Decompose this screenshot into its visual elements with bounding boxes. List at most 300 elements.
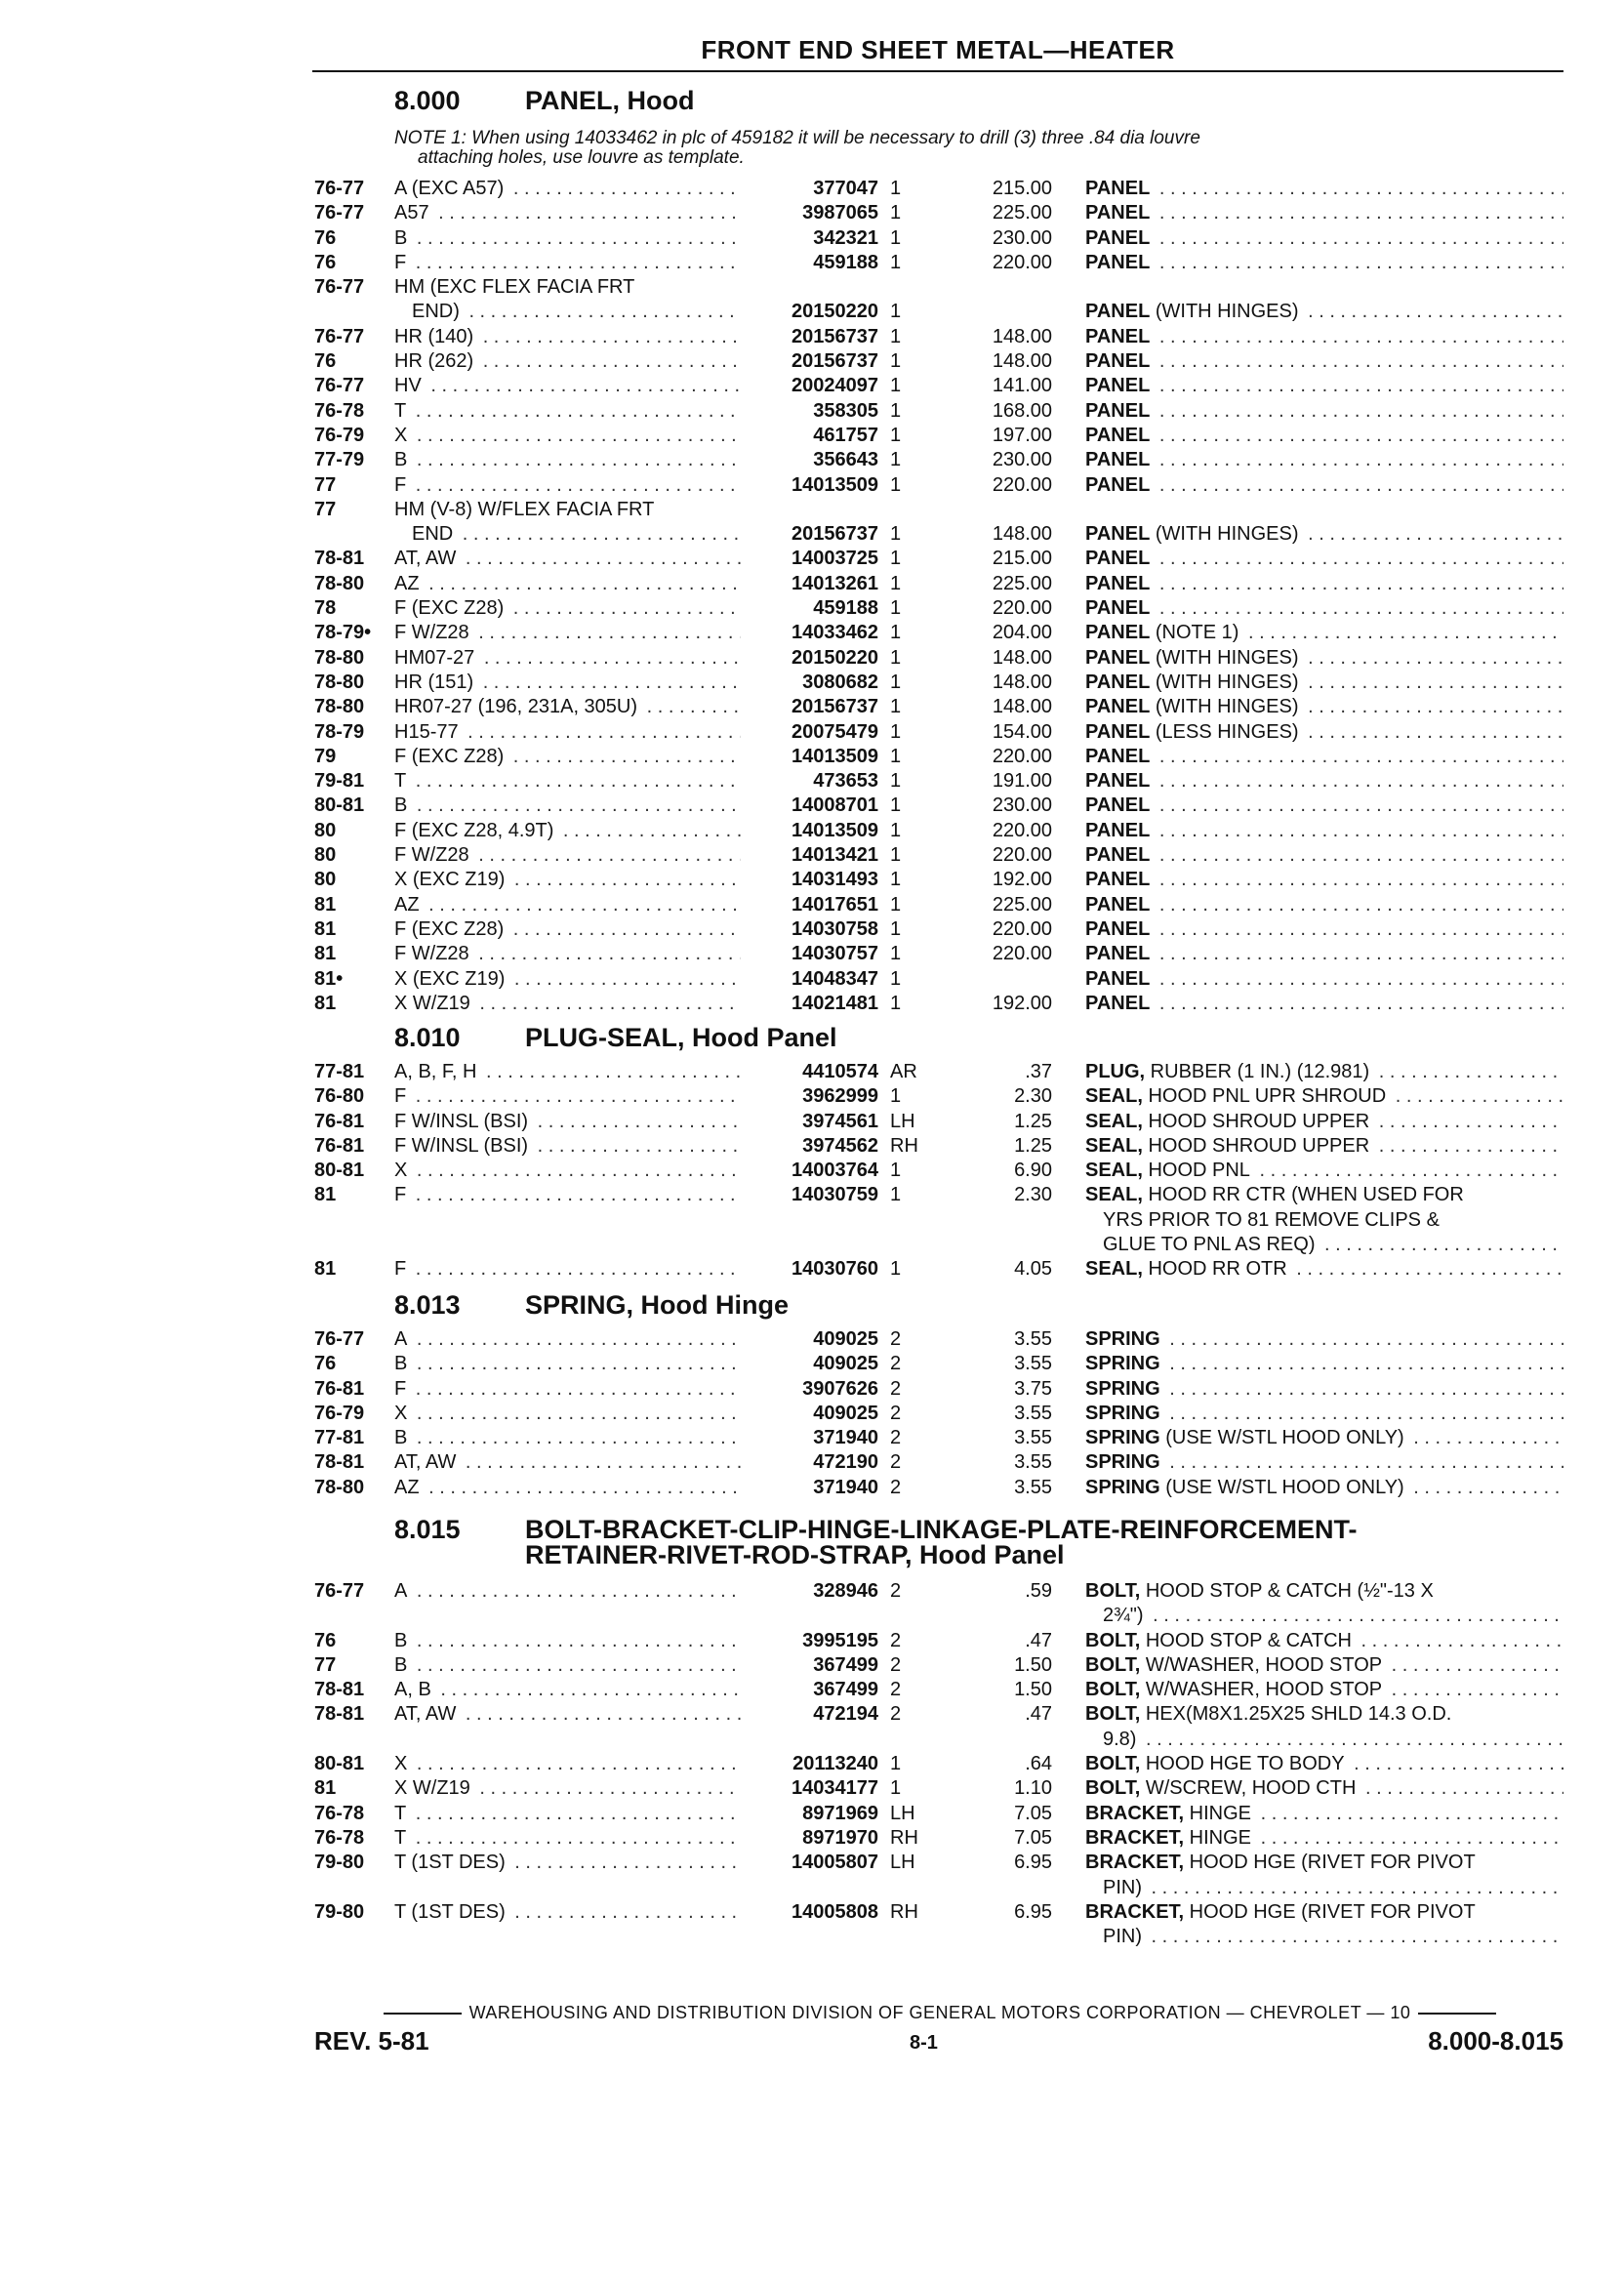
description-keyword: SEAL, [1085, 1110, 1143, 1132]
list-price: 6.90 [1014, 1160, 1052, 1182]
description-text [1085, 746, 1154, 767]
model-text: X (EXC Z19) [394, 968, 508, 990]
list-price: 4.05 [1014, 1258, 1052, 1281]
quantity: 2 [890, 1580, 902, 1602]
model-text: F W/INSL (BSI) [394, 1135, 532, 1157]
description-text: PANEL (WITH HINGES) [1085, 696, 1303, 717]
quantity: 1 [890, 226, 902, 249]
part-number: 459188 [813, 597, 878, 620]
section-title: PANEL, Hood [525, 86, 695, 115]
description-cell [1085, 1476, 1563, 1500]
table-row [0, 1851, 1624, 1900]
description-keyword: PANEL [1085, 992, 1151, 1014]
part-number: 371940 [813, 1476, 878, 1498]
model-year: 80-81 [314, 1753, 365, 1775]
list-price: 220.00 [992, 844, 1052, 867]
description-cell [1085, 349, 1563, 374]
list-price: 148.00 [992, 671, 1052, 693]
description-line [1085, 1826, 1563, 1851]
model-year: 78-80 [314, 572, 365, 594]
description-line [1085, 325, 1563, 349]
quantity: 1 [890, 1184, 902, 1206]
quantity: 1 [890, 301, 902, 323]
model-year: 76-78 [314, 399, 365, 422]
table-row [0, 1352, 1624, 1376]
model-year: 76-77 [314, 202, 365, 224]
list-price: 154.00 [992, 720, 1052, 743]
description-line [1085, 1208, 1563, 1233]
description-cell [1085, 942, 1563, 966]
description-keyword: PANEL [1085, 770, 1151, 793]
model-text: F W/INSL (BSI) [394, 1111, 532, 1132]
description-keyword: SEAL, [1085, 1184, 1143, 1206]
table-row [0, 1629, 1624, 1653]
description-keyword: PANEL [1085, 548, 1151, 570]
model-year: 77 [314, 498, 337, 520]
description-text: BOLT, W/WASHER, HOOD STOP [1085, 1654, 1386, 1676]
model-text: A [394, 1580, 411, 1602]
description-cell [1085, 300, 1563, 324]
table-row [0, 1327, 1624, 1352]
list-price: 197.00 [992, 424, 1052, 446]
description-text [1085, 918, 1154, 940]
description-cell [1085, 1352, 1563, 1376]
description-line [1085, 720, 1563, 745]
table-row [0, 201, 1624, 225]
model-year: 81 [314, 893, 337, 916]
part-number: 20113240 [792, 1753, 878, 1775]
model-year: 76-77 [314, 178, 365, 199]
list-price: 7.05 [1014, 1826, 1052, 1849]
quantity: 1 [890, 178, 902, 199]
list-price: 141.00 [992, 375, 1052, 397]
description-cell [1085, 177, 1563, 201]
description-line [1085, 201, 1563, 225]
description-cell [1085, 596, 1563, 621]
table-row [0, 498, 1624, 548]
description-keyword: BOLT, [1085, 1777, 1141, 1800]
quantity: 1 [890, 1777, 902, 1800]
description-text [1085, 869, 1154, 890]
description-text [1085, 252, 1154, 273]
table-row [0, 794, 1624, 818]
table-row [0, 1752, 1624, 1776]
part-number: 20075479 [792, 720, 878, 743]
page-number: 8-1 [910, 2032, 938, 2054]
description-line [1085, 1579, 1563, 1604]
table-row [0, 275, 1624, 325]
quantity: 1 [890, 251, 902, 273]
model-text: F [394, 1184, 410, 1205]
description-keyword: PANEL [1085, 523, 1151, 546]
model-text: AZ [394, 573, 424, 594]
model-year: 81 [314, 1777, 337, 1800]
description-cell [1085, 720, 1563, 745]
list-price: 3.55 [1014, 1402, 1052, 1424]
description-line [1085, 1776, 1563, 1801]
description-line [1085, 1327, 1563, 1352]
part-number: 14005807 [792, 1852, 878, 1874]
model-text: X [394, 1160, 411, 1181]
model-text: AT, AW [394, 1451, 460, 1473]
quantity: 1 [890, 597, 902, 620]
part-number: 367499 [813, 1679, 878, 1701]
table-row [0, 695, 1624, 719]
description-keyword: SPRING [1085, 1353, 1160, 1375]
description-cell [1085, 1257, 1563, 1282]
description-text [1085, 425, 1154, 446]
description-line [1085, 646, 1563, 671]
description-keyword: BRACKET, [1085, 1802, 1185, 1824]
description-text [1085, 573, 1154, 594]
description-cell [1085, 374, 1563, 398]
part-number: 4410574 [802, 1061, 878, 1082]
part-number: 367499 [813, 1653, 878, 1676]
description-cell [1085, 1134, 1563, 1159]
list-price: .47 [1025, 1629, 1052, 1651]
description-text [1085, 1353, 1164, 1374]
description-line [1085, 992, 1563, 1016]
description-text: PLUG, RUBBER (1 IN.) (12.981) [1085, 1061, 1373, 1082]
model-text: X [394, 425, 411, 446]
description-line [1085, 374, 1563, 398]
quantity: 1 [890, 473, 902, 496]
description-cell [1085, 1110, 1563, 1134]
description-cell [1085, 819, 1563, 843]
list-price: 168.00 [992, 399, 1052, 422]
description-text [1085, 350, 1154, 372]
description-cell [1085, 448, 1563, 472]
quantity: 1 [890, 375, 902, 397]
description-keyword: PANEL [1085, 251, 1151, 273]
description-line [1085, 251, 1563, 275]
description-text: GLUE TO PNL AS REQ) [1085, 1234, 1319, 1255]
description-text: BRACKET, HINGE [1085, 1803, 1255, 1824]
description-cell [1085, 868, 1563, 892]
description-keyword: PANEL [1085, 473, 1151, 496]
list-price: 220.00 [992, 917, 1052, 940]
list-price: .59 [1025, 1580, 1052, 1602]
description-keyword: PANEL [1085, 844, 1151, 867]
description-line [1085, 1728, 1563, 1752]
description-cell [1085, 967, 1563, 992]
list-price: 3.55 [1014, 1353, 1052, 1375]
table-row [0, 671, 1624, 695]
quantity: 2 [890, 1653, 902, 1676]
model-year: 76-77 [314, 276, 365, 299]
model-year: 76-77 [314, 325, 365, 347]
description-text: SEAL, HOOD RR CTR (WHEN USED FOR [1085, 1184, 1468, 1205]
description-keyword: SPRING [1085, 1427, 1160, 1449]
table-row [0, 1450, 1624, 1475]
description-line [1085, 1876, 1563, 1900]
table-row [0, 1402, 1624, 1426]
list-price: 3.55 [1014, 1427, 1052, 1449]
model-text: F W/Z28 [394, 844, 473, 866]
model-text: T (1ST DES) [394, 1852, 509, 1873]
model-text: HM (V-8) W/FLEX FACIA FRT [394, 499, 658, 520]
description-text: PANEL (WITH HINGES) [1085, 523, 1303, 545]
quantity: 2 [890, 1451, 902, 1474]
description-cell [1085, 1450, 1563, 1475]
description-keyword: BOLT, [1085, 1653, 1141, 1676]
list-price: 220.00 [992, 473, 1052, 496]
model-text: END) [394, 301, 464, 322]
part-number: 14030758 [792, 917, 878, 940]
quantity: 1 [890, 646, 902, 669]
description-cell [1085, 1752, 1563, 1776]
part-number: 472190 [813, 1451, 878, 1474]
model-year: 76-81 [314, 1377, 365, 1400]
note-line: attaching holes, use louvre as template. [418, 147, 745, 168]
model-year: 78 [314, 597, 337, 620]
description-text: SEAL, HOOD SHROUD UPPER [1085, 1111, 1373, 1132]
model-year: 80-81 [314, 794, 365, 817]
quantity: 1 [890, 1258, 902, 1281]
description-cell [1085, 1851, 1563, 1900]
description-text: PIN) [1085, 1877, 1146, 1898]
description-text [1085, 227, 1154, 249]
table-row [0, 1900, 1624, 1950]
model-text: T (1ST DES) [394, 1901, 509, 1923]
description-cell [1085, 473, 1563, 498]
model-text: F [394, 474, 410, 496]
part-number: 20156737 [792, 350, 878, 373]
model-year: 80 [314, 844, 337, 867]
model-line [394, 498, 741, 522]
quantity: 1 [890, 992, 902, 1014]
model-text: AT, AW [394, 548, 460, 569]
model-line [394, 275, 741, 300]
description-line [1085, 473, 1563, 498]
description-keyword: BRACKET, [1085, 1852, 1185, 1874]
part-number: 14030760 [792, 1258, 878, 1281]
part-number: 14013509 [792, 745, 878, 767]
description-text: PANEL (WITH HINGES) [1085, 647, 1303, 669]
model-text: F W/Z28 [394, 622, 473, 643]
part-number: 3080682 [802, 671, 878, 693]
model-year: 76-81 [314, 1110, 365, 1132]
description-line [1085, 1060, 1563, 1084]
description-line [1085, 1851, 1563, 1875]
model-text: A57 [394, 202, 433, 224]
description-keyword: PANEL [1085, 325, 1151, 347]
description-line [1085, 300, 1563, 324]
quantity: 2 [890, 1703, 902, 1726]
description-keyword: PANEL [1085, 869, 1151, 891]
model-text: X W/Z19 [394, 1777, 474, 1799]
description-keyword: PANEL [1085, 572, 1151, 594]
model-year: 81• [314, 967, 344, 990]
section-heading [394, 86, 694, 115]
model-year: 76-79 [314, 424, 365, 446]
description-line [1085, 596, 1563, 621]
table-row [0, 1060, 1624, 1084]
list-price: 220.00 [992, 745, 1052, 767]
quantity: RH [890, 1826, 918, 1849]
part-number: 20024097 [792, 375, 878, 397]
description-line [1085, 794, 1563, 818]
model-year: 76-78 [314, 1802, 365, 1824]
table-row [0, 547, 1624, 571]
parts-table [0, 1579, 1624, 1949]
description-text [1085, 1403, 1164, 1424]
list-price: 230.00 [992, 449, 1052, 471]
model-year: 77-79 [314, 449, 365, 471]
table-row [0, 646, 1624, 671]
list-price: 148.00 [992, 325, 1052, 347]
description-cell [1085, 1159, 1563, 1183]
table-row [0, 325, 1624, 349]
part-number: 473653 [813, 770, 878, 793]
model-year: 79-80 [314, 1852, 365, 1874]
part-number: 472194 [813, 1703, 878, 1726]
description-text: PANEL (WITH HINGES) [1085, 672, 1303, 693]
model-text: B [394, 1427, 411, 1448]
table-row [0, 177, 1624, 201]
quantity: LH [890, 1802, 915, 1824]
description-keyword: SPRING [1085, 1402, 1160, 1424]
description-line [1085, 819, 1563, 843]
description-cell [1085, 992, 1563, 1016]
model-text: T [394, 400, 410, 422]
description-cell [1085, 893, 1563, 917]
description-cell [1085, 522, 1563, 547]
description-text: BOLT, HOOD HGE TO BODY [1085, 1753, 1349, 1774]
part-number: 8971969 [802, 1802, 878, 1824]
description-line [1085, 745, 1563, 769]
model-text: B [394, 449, 411, 470]
description-cell [1085, 201, 1563, 225]
table-row [0, 251, 1624, 275]
part-number: 14013261 [792, 572, 878, 594]
description-text: BOLT, HOOD STOP & CATCH [1085, 1630, 1356, 1651]
list-price: 6.95 [1014, 1900, 1052, 1923]
model-text: F [394, 1258, 410, 1280]
list-price: 148.00 [992, 523, 1052, 546]
description-text: PIN) [1085, 1926, 1146, 1947]
part-number: 14013509 [792, 473, 878, 496]
table-row [0, 424, 1624, 448]
quantity: LH [890, 1852, 915, 1874]
quantity: 2 [890, 1402, 902, 1424]
quantity: LH [890, 1110, 915, 1132]
description-line [1085, 226, 1563, 251]
list-price: 225.00 [992, 893, 1052, 916]
quantity: 1 [890, 548, 902, 570]
description-line [1085, 349, 1563, 374]
description-line [1085, 1629, 1563, 1653]
list-price: 230.00 [992, 226, 1052, 249]
list-price: 191.00 [992, 770, 1052, 793]
description-keyword: PANEL [1085, 301, 1151, 323]
model-text: B [394, 1654, 411, 1676]
model-text: F (EXC Z28, 4.9T) [394, 820, 557, 841]
description-text: PANEL (LESS HINGES) [1085, 721, 1303, 743]
table-row [0, 1426, 1624, 1450]
description-line [1085, 1702, 1563, 1727]
description-text: SPRING (USE W/STL HOOD ONLY) [1085, 1477, 1408, 1498]
description-line [1085, 769, 1563, 794]
description-keyword: PANEL [1085, 597, 1151, 620]
model-text: F W/Z28 [394, 943, 473, 964]
list-price: 6.95 [1014, 1852, 1052, 1874]
section-title: PLUG-SEAL, Hood Panel [525, 1023, 837, 1052]
model-year: 76-77 [314, 1580, 365, 1602]
model-text: X (EXC Z19) [394, 869, 508, 890]
description-cell [1085, 251, 1563, 275]
description-line [1085, 967, 1563, 992]
description-cell [1085, 917, 1563, 942]
model-text: HR (151) [394, 672, 477, 693]
description-text [1085, 794, 1154, 816]
description-keyword: BOLT, [1085, 1580, 1141, 1602]
part-number: 409025 [813, 1353, 878, 1375]
section-heading [394, 1023, 837, 1052]
model-year: 76-79 [314, 1402, 365, 1424]
description-keyword: BOLT, [1085, 1753, 1141, 1775]
table-row [0, 473, 1624, 498]
description-keyword: BRACKET, [1085, 1826, 1185, 1849]
list-price: .64 [1025, 1753, 1052, 1775]
table-row [0, 596, 1624, 621]
quantity: 1 [890, 794, 902, 817]
description-keyword: BOLT, [1085, 1679, 1141, 1701]
description-cell [1085, 572, 1563, 596]
description-line [1085, 1450, 1563, 1475]
model-year: 80 [314, 869, 337, 891]
description-cell [1085, 226, 1563, 251]
model-year: 76 [314, 226, 337, 249]
part-number: 20150220 [792, 646, 878, 669]
description-line [1085, 1402, 1563, 1426]
model-text: T [394, 770, 410, 792]
part-number: 14031493 [792, 869, 878, 891]
quantity: 1 [890, 350, 902, 373]
quantity: 1 [890, 671, 902, 693]
model-year: 76-80 [314, 1085, 365, 1108]
section-title: SPRING, Hood Hinge [525, 1290, 789, 1320]
description-keyword: SPRING [1085, 1451, 1160, 1474]
table-row [0, 1110, 1624, 1134]
title-rule [312, 70, 1563, 72]
list-price: 220.00 [992, 251, 1052, 273]
model-year: 77 [314, 473, 337, 496]
table-row [0, 942, 1624, 966]
model-year: 81 [314, 917, 337, 940]
description-line [1085, 1134, 1563, 1159]
model-text: HR07-27 (196, 231A, 305U) [394, 696, 641, 717]
part-number: 8971970 [802, 1826, 878, 1849]
part-number: 14013509 [792, 819, 878, 841]
description-cell [1085, 794, 1563, 818]
table-row [0, 349, 1624, 374]
section-number: 8.000 [394, 86, 461, 115]
description-cell [1085, 1776, 1563, 1801]
description-keyword: PANEL [1085, 696, 1151, 718]
table-row [0, 893, 1624, 917]
description-cell [1085, 1377, 1563, 1402]
description-text: YRS PRIOR TO 81 REMOVE CLIPS & [1085, 1209, 1443, 1231]
table-row [0, 1377, 1624, 1402]
list-price: 1.50 [1014, 1653, 1052, 1676]
description-text: BRACKET, HOOD HGE (RIVET FOR PIVOT [1085, 1901, 1480, 1923]
table-row [0, 917, 1624, 942]
description-text: BOLT, HOOD STOP & CATCH (½"-13 X [1085, 1580, 1438, 1602]
table-row [0, 1702, 1624, 1752]
part-number: 461757 [813, 424, 878, 446]
description-text [1085, 844, 1154, 866]
